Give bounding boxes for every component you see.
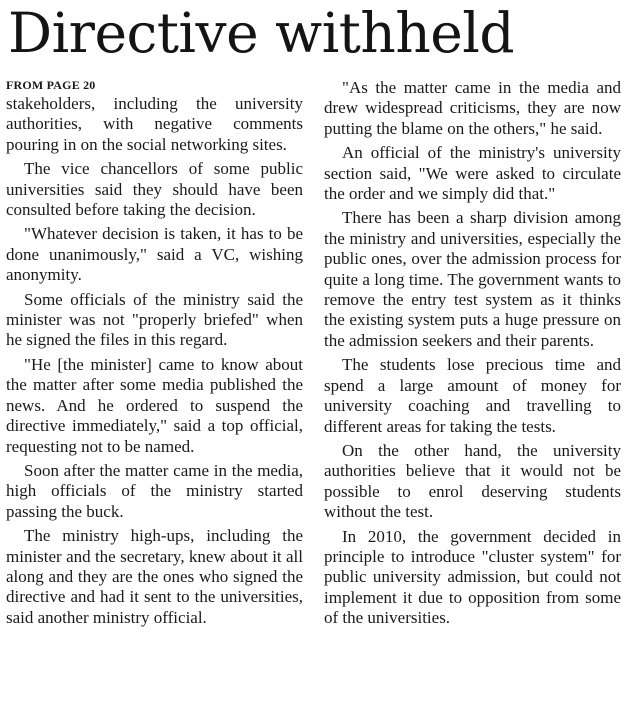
paragraph: On the other hand, the university authorities believe that it would not be possible to enrol deserving students without the test. (324, 440, 621, 522)
paragraph: The students lose precious time and spend a large amount of money for university coaching and travelling to different areas for taking the tests. (324, 355, 621, 436)
paragraph: There has been a sharp division among the ministry and universities, especially the public ones, over the admission process for quite a long time. The government wants to remove the entry test system as it thinks the existing system puts a huge pressure on the admission seekers and their parents. (324, 208, 621, 350)
right-column (324, 78, 621, 633)
paragraph: An official of the ministry's university section said, "We were asked to circulate the order and we simply did that." (324, 143, 621, 204)
continuation-kicker: FROM PAGE 20 (6, 78, 96, 92)
headline: Directive withheld (8, 1, 515, 65)
paragraph: The vice chancellors of some public universities said they should have been consulted before taking the decision. (6, 159, 303, 220)
paragraph: In 2010, the government decided in principle to introduce "cluster system" for public university admission, but could not implement it due to opposition from some of the universities. (324, 526, 621, 628)
left-column (6, 76, 303, 632)
paragraph: "He [the minister] came to know about the matter after some media published the news. And he ordered to suspend the directive immediately," said a top official, requesting not to be named. (6, 354, 303, 456)
paragraph: "As the matter came in the media and drew widespread criticisms, they are now putting the blame on the others," he said. (324, 78, 621, 138)
paragraph: "Whatever decision is taken, it has to be done unanimously," said a VC, wishing anonymity. (6, 224, 303, 285)
paragraph: The ministry high-ups, including the minister and the secretary, knew about it all along and they are the ones who signed the directive and had it sent to the universities, said another ministry official. (6, 526, 303, 627)
paragraph: Soon after the matter came in the media, high officials of the ministry started passing the buck. (6, 460, 303, 521)
paragraph: stakeholders, including the university authorities, with negative comments pouring in on the social networking sites. (6, 94, 303, 154)
paragraph: Some officials of the ministry said the minister was not "properly briefed" when he signed the files in this regard. (6, 289, 303, 350)
